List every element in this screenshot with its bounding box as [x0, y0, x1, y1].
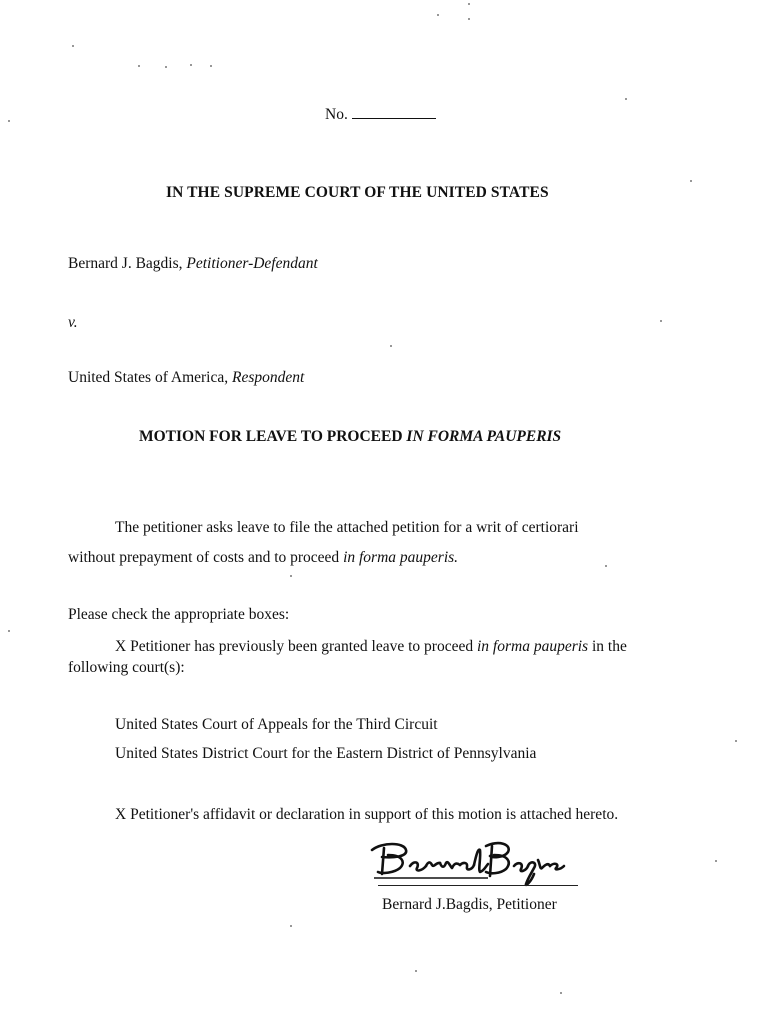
checkbox-item-continuation: following court(s): [68, 659, 185, 676]
motion-title-plain: MOTION FOR LEAVE TO PROCEED [139, 428, 407, 445]
checkbox-item-prior-leave [115, 638, 627, 656]
docket-number [325, 104, 436, 124]
checkbox-heading: Please check the appropriate boxes: [68, 606, 290, 623]
scan-speck [468, 3, 470, 5]
scan-speck [8, 120, 10, 122]
scan-speck [560, 992, 562, 994]
handwritten-signature [368, 838, 583, 890]
paragraph-line: The petitioner asks leave to file the attached petition for a writ of certiorari [115, 519, 579, 536]
scan-speck [210, 65, 212, 67]
scan-speck [290, 575, 292, 577]
scan-speck [290, 925, 292, 927]
petitioner-name: Bernard J. Bagdis, [68, 255, 187, 272]
checkbox-item-affidavit: X Petitioner's affidavit or declaration in support of this motion is attached hereto. [115, 806, 619, 823]
scan-speck [437, 14, 439, 16]
scan-speck [415, 970, 417, 972]
paragraph-line [68, 549, 458, 567]
checkbox-item-italic: in forma pauperis [476, 638, 589, 655]
docket-blank-line [352, 104, 436, 119]
scan-speck [390, 345, 392, 347]
docket-label: No. [325, 106, 348, 123]
scan-speck [138, 65, 140, 67]
paragraph-text: without prepayment of costs and to proceed [68, 549, 344, 566]
scan-speck [468, 18, 470, 20]
scan-speck [605, 565, 607, 567]
court-list-item: United States Court of Appeals for the Third Circuit [115, 716, 438, 733]
scan-speck [690, 180, 692, 182]
checkbox-item-text: X Petitioner has previously been granted leave to proceed [115, 638, 477, 655]
signature-line [378, 885, 578, 886]
respondent-line [68, 369, 304, 387]
scan-speck [72, 45, 74, 47]
paragraph-italic: in forma pauperis. [343, 549, 459, 566]
scan-speck [715, 860, 717, 862]
respondent-name: United States of America, [68, 369, 232, 386]
versus: v. [68, 314, 78, 331]
scan-speck [165, 66, 167, 68]
scan-speck [8, 630, 10, 632]
petitioner-line [68, 255, 318, 273]
checkbox-item-tail: in the [588, 638, 627, 655]
scan-speck [190, 64, 192, 66]
signature-name: Bernard J.Bagdis, Petitioner [382, 896, 557, 913]
respondent-role: Respondent [232, 369, 305, 386]
petitioner-role: Petitioner-Defendant [186, 255, 318, 272]
scan-speck [625, 98, 627, 100]
motion-title-italic: IN FORMA PAUPERIS [406, 428, 562, 445]
court-title: IN THE SUPREME COURT OF THE UNITED STATES [166, 184, 549, 201]
motion-title [139, 428, 561, 446]
court-list-item: United States District Court for the Eastern District of Pennsylvania [115, 745, 537, 762]
scan-speck [660, 320, 662, 322]
scan-speck [735, 740, 737, 742]
